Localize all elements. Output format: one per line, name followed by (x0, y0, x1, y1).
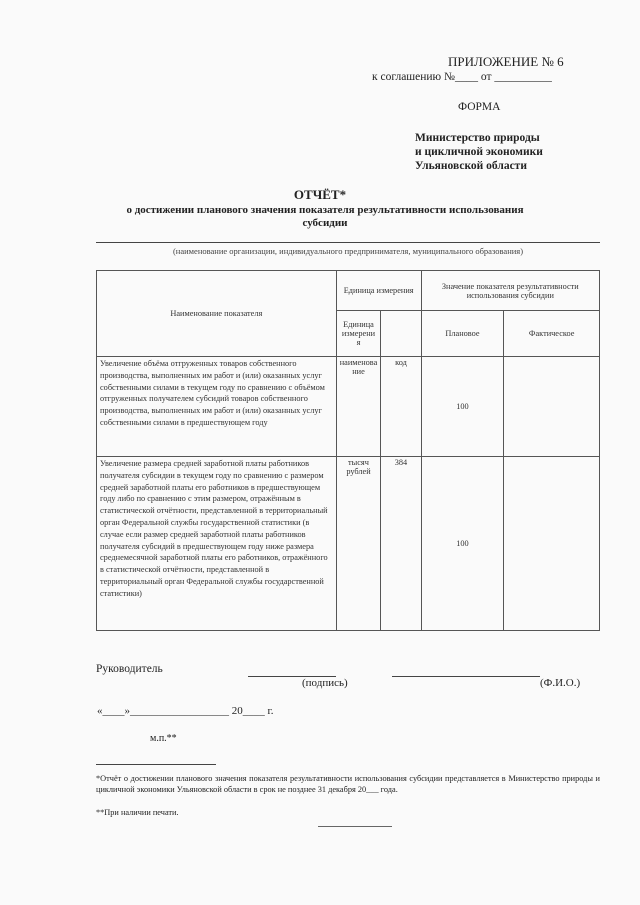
date-line: «____»__________________ 20____ г. (97, 705, 274, 717)
footnote-stamp: **При наличии печати. (96, 808, 179, 817)
header-actual: Фактическое (504, 311, 600, 357)
header-indicator-name: Наименование показателя (97, 271, 337, 357)
header-value: Значение показателя результативности использования субсидии (421, 271, 599, 311)
actual-value-cell (504, 457, 600, 631)
report-subtitle: о достижении планового значения показателя результативности использования субсидии (126, 204, 524, 229)
bottom-divider (318, 826, 392, 827)
signature-caption: (подпись) (302, 677, 348, 689)
signature-label: Руководитель (96, 663, 163, 675)
ministry-name (415, 131, 543, 173)
unit-code-cell: 384 (381, 457, 421, 631)
unit-name-cell: наименова ние (336, 357, 381, 457)
full-name-line (392, 676, 540, 677)
footnote-report-deadline: *Отчёт о достижении планового значения показателя результативности использования субсидии представляется в Министерство природы и цикличной экономики Ульяновской области в срок не позднее 31 декабря 20___ года. (96, 774, 600, 794)
indicator-name-cell: Увеличение размера средней заработной платы работников получателя субсидии в текущем году по сравнению с размером средней заработной платы его работников в предшествующем году либо по сравнению с этим размером, отражённым в статистической отчётности, представленной в территориальный орган Федеральной службы государственной статистики (в случае если размер средней заработной платы работников получателя субсидий в предшествующем году ниже размера среднемесячной заработной платы его работников, отражённого в статистической отчётности, представленной в территориальный орган Федеральной службы государственной статистики) (97, 457, 337, 631)
header-unit-code (381, 311, 421, 357)
table-row (97, 457, 600, 631)
organization-name-caption: (наименование организации, индивидуального предпринимателя, муниципального образования) (172, 246, 524, 256)
header-unit-sub: Единица измерени я (336, 311, 381, 357)
agreement-reference: к соглашению №____ от __________ (372, 71, 552, 83)
ministry-line: и цикличной экономики (415, 146, 543, 158)
unit-name-cell: тысяч рублей (336, 457, 381, 631)
planned-value-cell: 100 (421, 357, 504, 457)
ministry-line: Министерство природы (415, 132, 540, 144)
full-name-caption: (Ф.И.О.) (540, 677, 581, 689)
unit-code-cell: код (381, 357, 421, 457)
form-label: ФОРМА (458, 101, 501, 113)
header-planned: Плановое (421, 311, 504, 357)
appendix-label: ПРИЛОЖЕНИЕ № 6 (448, 54, 564, 69)
stamp-placeholder: м.п.** (150, 733, 177, 744)
indicator-table (96, 270, 600, 631)
indicator-name-cell: Увеличение объёма отгруженных товаров собственного производства, выполненных им работ и (или) оказанных услуг собственными силами в текущем году по сравнению с объёмом отгруженных получателем субсидий товаров собственного производства, выполненных им работ и (или) оказанных услуг собственными силами в предшествующем году (97, 357, 337, 457)
table-row (97, 357, 600, 457)
header-unit: Единица измерения (336, 271, 421, 311)
actual-value-cell (504, 357, 600, 457)
organization-name-line (96, 242, 600, 243)
report-title: ОТЧЁТ* (293, 187, 347, 202)
ministry-line: Ульяновской области (415, 160, 527, 172)
footnote-divider (96, 764, 216, 765)
planned-value-cell: 100 (421, 457, 504, 631)
